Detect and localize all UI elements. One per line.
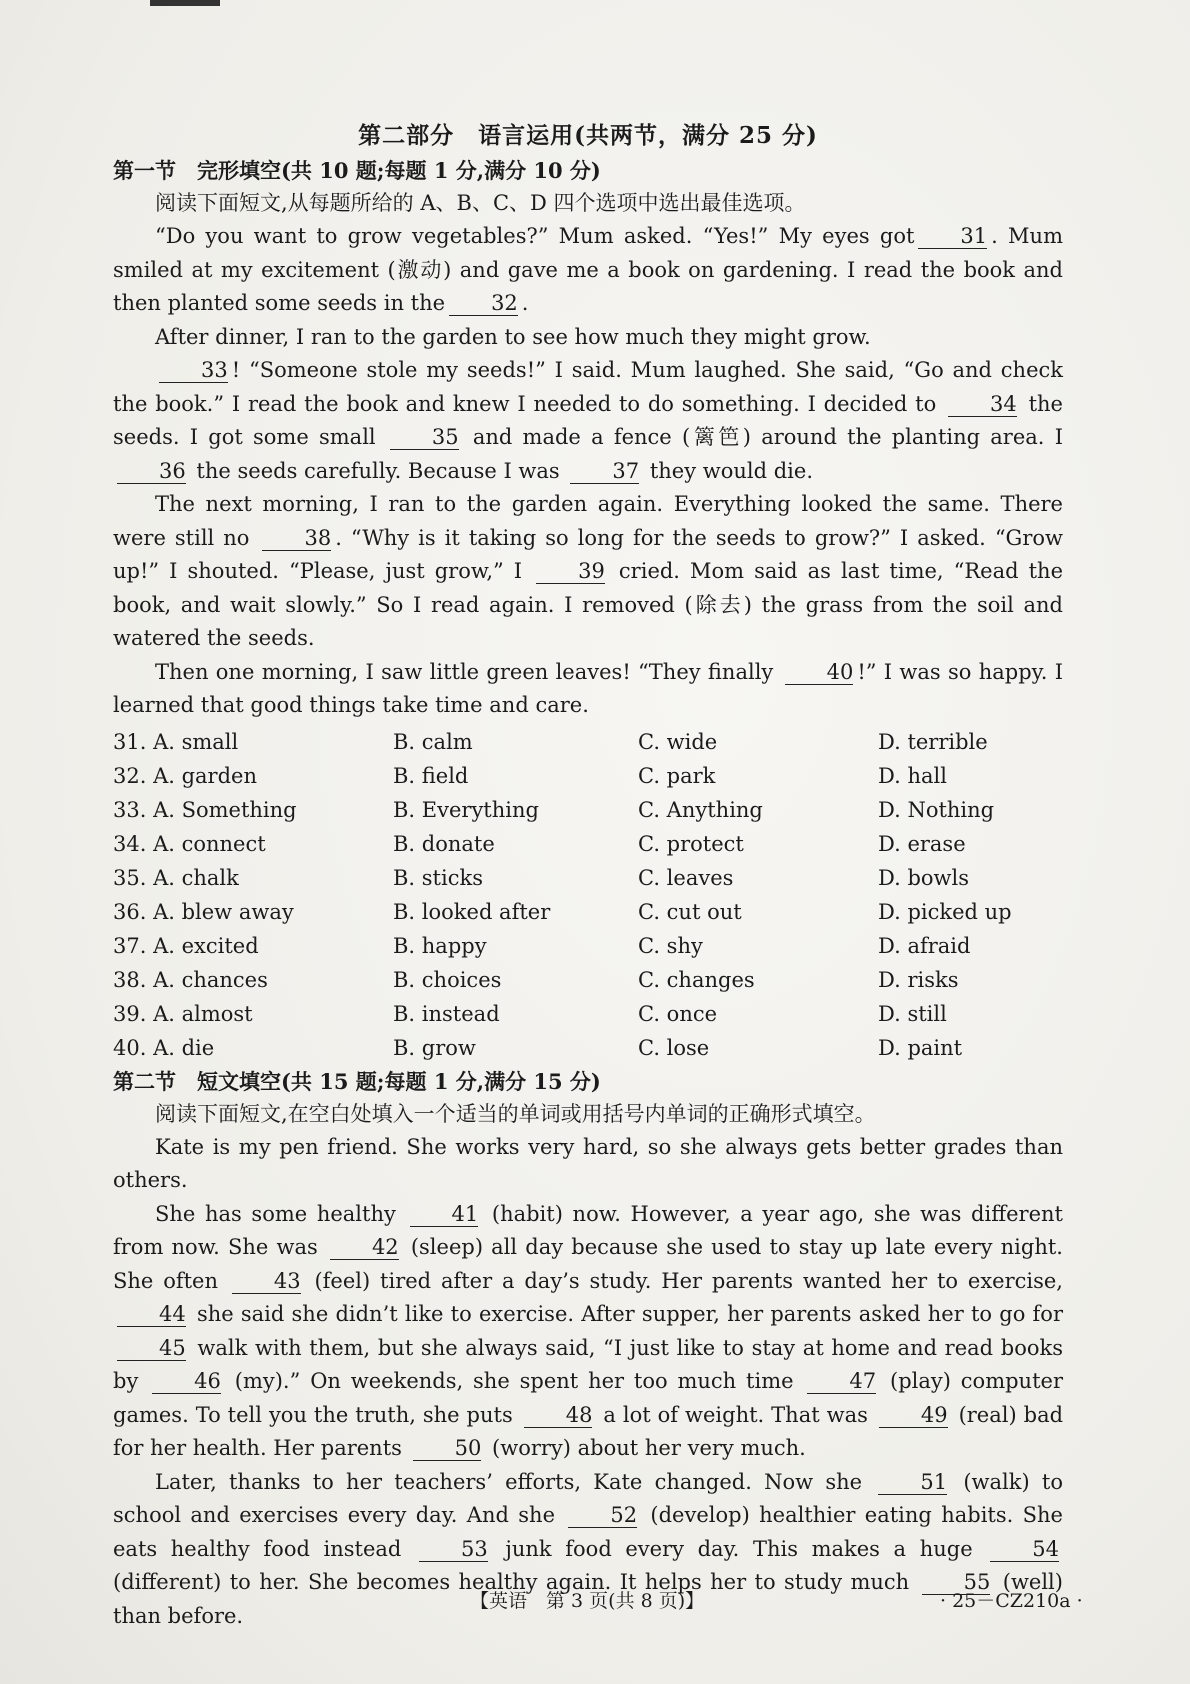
text-run: . Mum smiled at my excitement (激动) and gave me a book on gardening. I read the book and then planted some seeds in the: [113, 224, 1063, 315]
text-run: “Do you want to grow vegetables?” Mum asked. “Yes!” My eyes got: [155, 224, 915, 248]
blank-53[interactable]: 53: [419, 1537, 488, 1562]
option-row-40: [113, 1031, 1063, 1065]
text-run: (real) bad for her health. Her parents: [113, 1402, 1064, 1460]
fill-paragraph-2: [113, 1198, 1063, 1466]
option-a[interactable]: 37. A. excited: [113, 933, 259, 958]
option-c[interactable]: C. once: [638, 1001, 718, 1026]
option-row-32: [113, 759, 1063, 793]
text-run: walk with them, but she always said, “I just like to stay at home and read books by: [113, 1335, 1063, 1393]
option-a[interactable]: 35. A. chalk: [113, 865, 239, 890]
blank-51[interactable]: 51: [878, 1470, 947, 1495]
option-d[interactable]: D. afraid: [878, 933, 971, 958]
blank-44[interactable]: 44: [117, 1302, 186, 1327]
blank-50[interactable]: 50: [413, 1436, 482, 1461]
text-run: and made a fence (篱笆) around the planting area. I: [472, 425, 1063, 449]
blank-43[interactable]: 43: [232, 1269, 301, 1294]
option-b[interactable]: B. looked after: [393, 899, 551, 924]
option-c[interactable]: C. leaves: [638, 865, 734, 890]
text-run: (develop) healthier eating habits. She eats healthy food instead: [113, 1503, 1063, 1561]
option-d[interactable]: D. risks: [878, 967, 959, 992]
scan-corner-mark: [150, 0, 220, 6]
section2-instruction: 阅读下面短文,在空白处填入一个适当的单词或用括号内单词的正确形式填空。: [155, 1101, 876, 1126]
blank-54[interactable]: 54: [990, 1537, 1059, 1562]
option-b[interactable]: B. donate: [393, 831, 495, 856]
option-a[interactable]: 32. A. garden: [113, 763, 257, 788]
option-a[interactable]: 31. A. small: [113, 729, 239, 754]
option-d[interactable]: D. erase: [878, 831, 966, 856]
option-c[interactable]: C. protect: [638, 831, 744, 856]
blank-39[interactable]: 39: [536, 559, 605, 584]
text-run: the seeds carefully. Because I was: [196, 458, 560, 483]
blank-38[interactable]: 38: [262, 526, 331, 551]
blank-47[interactable]: 47: [807, 1369, 876, 1394]
blank-46[interactable]: 46: [152, 1369, 221, 1394]
blank-42[interactable]: 42: [330, 1235, 399, 1260]
option-d[interactable]: D. bowls: [878, 865, 969, 890]
option-d[interactable]: D. hall: [878, 763, 947, 788]
option-row-37: [113, 929, 1063, 963]
option-row-33: [113, 793, 1063, 827]
text-run: (walk) to school and exercises every day. And she: [113, 1469, 1063, 1527]
option-d[interactable]: D. paint: [878, 1035, 963, 1060]
blank-35[interactable]: 35: [390, 425, 459, 450]
text-run: (different) to her. She becomes healthy again. It helps her to study much: [113, 1570, 910, 1594]
blank-34[interactable]: 34: [948, 392, 1017, 417]
option-d[interactable]: D. picked up: [878, 899, 1012, 924]
option-row-35: [113, 861, 1063, 895]
option-c[interactable]: C. wide: [638, 729, 718, 754]
blank-31[interactable]: 31: [918, 224, 987, 249]
option-a[interactable]: 33. A. Something: [113, 797, 297, 822]
cloze-paragraph-3: [113, 354, 1063, 488]
option-b[interactable]: B. grow: [393, 1035, 476, 1060]
option-d[interactable]: D. Nothing: [878, 797, 995, 822]
text-run: (play) computer games. To tell you the truth, she puts: [113, 1369, 1063, 1427]
text-run: she said she didn’t like to exercise. After supper, her parents asked her to go for: [196, 1302, 1063, 1326]
blank-37[interactable]: 37: [570, 459, 639, 484]
option-b[interactable]: B. field: [393, 763, 469, 788]
option-c[interactable]: C. lose: [638, 1035, 710, 1060]
text-run: ! “Someone stole my seeds!” I said. Mum laughed. She said, “Go and check the book.” I read the book and knew I needed to do something. I decided to: [113, 358, 1063, 416]
cloze-paragraph-2: After dinner, I ran to the garden to see how much they might grow.: [155, 324, 871, 349]
section1-instruction: 阅读下面短文,从每题所给的 A、B、C、D 四个选项中选出最佳选项。: [155, 191, 806, 215]
section1-title: 第一节 完形填空(共 10 题;每题 1 分,满分 10 分): [113, 158, 601, 183]
blank-48[interactable]: 48: [524, 1403, 593, 1428]
blank-52[interactable]: 52: [568, 1503, 637, 1528]
cloze-options: [113, 725, 1063, 1065]
option-b[interactable]: B. happy: [393, 933, 487, 958]
text-run: a lot of weight. That was: [603, 1402, 868, 1427]
option-row-38: [113, 963, 1063, 997]
option-row-31: [113, 725, 1063, 759]
option-a[interactable]: 34. A. connect: [113, 831, 266, 856]
cloze-paragraph-4: [113, 488, 1063, 656]
option-b[interactable]: B. calm: [393, 729, 473, 754]
text-run: The next morning, I ran to the garden again. Everything looked the same. There were still no: [113, 492, 1063, 550]
text-run: they would die.: [649, 458, 813, 483]
text-run: junk food every day. This makes a huge: [505, 1536, 973, 1561]
text-run: the seeds. I got some small: [113, 391, 1063, 449]
option-b[interactable]: B. sticks: [393, 865, 483, 890]
option-row-34: [113, 827, 1063, 861]
text-run: cried. Mom said as last time, “Read the book, and wait slowly.” So I read again. I removed (除去) the grass from the soil and watered the seeds.: [113, 559, 1063, 650]
option-c[interactable]: C. Anything: [638, 797, 763, 822]
option-a[interactable]: 36. A. blew away: [113, 899, 294, 924]
page-number: 【英语 第 3 页(共 8 页)】: [470, 1590, 705, 1612]
option-a[interactable]: 40. A. die: [113, 1035, 215, 1060]
blank-33[interactable]: 33: [159, 358, 228, 383]
cloze-paragraph-5: [113, 656, 1063, 723]
text-run: (well) than before.: [113, 1570, 1063, 1628]
blank-40[interactable]: 40: [785, 660, 854, 685]
blank-32[interactable]: 32: [449, 291, 518, 316]
option-a[interactable]: 38. A. chances: [113, 967, 268, 992]
option-c[interactable]: C. changes: [638, 967, 755, 992]
option-d[interactable]: D. terrible: [878, 729, 988, 754]
part-title: 第二部分 语言运用(共两节，满分 25 分): [358, 122, 818, 149]
text-run: She has some healthy: [155, 1201, 396, 1226]
option-row-39: [113, 997, 1063, 1031]
text-run: !” I was so happy. I learned that good things take time and care.: [113, 659, 1063, 717]
option-d[interactable]: D. still: [878, 1001, 947, 1026]
text-run: Then one morning, I saw little green leaves! “They finally: [155, 659, 774, 684]
option-row-36: [113, 895, 1063, 929]
blank-49[interactable]: 49: [879, 1403, 948, 1428]
blank-55[interactable]: 55: [922, 1570, 991, 1595]
option-c[interactable]: C. park: [638, 763, 716, 788]
cloze-paragraph-1: [113, 220, 1063, 321]
option-c[interactable]: C. shy: [638, 933, 703, 958]
option-b[interactable]: B. choices: [393, 967, 502, 992]
text-run: (worry) about her very much.: [492, 1436, 806, 1460]
text-run: (my).” On weekends, she spent her too much time: [234, 1369, 794, 1393]
blank-41[interactable]: 41: [410, 1202, 479, 1227]
text-run: . “Why is it taking so long for the seeds to grow?” I asked. “Grow up!” I shouted. “Please, just grow,” I: [113, 525, 1063, 583]
option-b[interactable]: B. instead: [393, 1001, 500, 1026]
option-a[interactable]: 39. A. almost: [113, 1001, 253, 1026]
blank-45[interactable]: 45: [117, 1336, 186, 1361]
blank-36[interactable]: 36: [117, 459, 186, 484]
text-run: (sleep) all day because she used to stay up late every night. She often: [113, 1235, 1063, 1293]
text-run: .: [521, 291, 529, 315]
text-run: (habit) now. However, a year ago, she was different from now. She was: [113, 1201, 1063, 1259]
section2-title: 第二节 短文填空(共 15 题;每题 1 分,满分 15 分): [113, 1068, 601, 1094]
paper-code: · 25－CZ210a ·: [940, 1590, 1083, 1612]
exam-content: [113, 118, 1063, 1633]
text-run: (feel) tired after a day’s study. Her parents wanted her to exercise,: [314, 1268, 1063, 1293]
fill-paragraph-1: Kate is my pen friend. She works very hard, so she always gets better grades than others.: [113, 1134, 1063, 1192]
option-c[interactable]: C. cut out: [638, 899, 742, 924]
text-run: Later, thanks to her teachers’ efforts, Kate changed. Now she: [155, 1469, 863, 1494]
option-b[interactable]: B. Everything: [393, 797, 539, 822]
